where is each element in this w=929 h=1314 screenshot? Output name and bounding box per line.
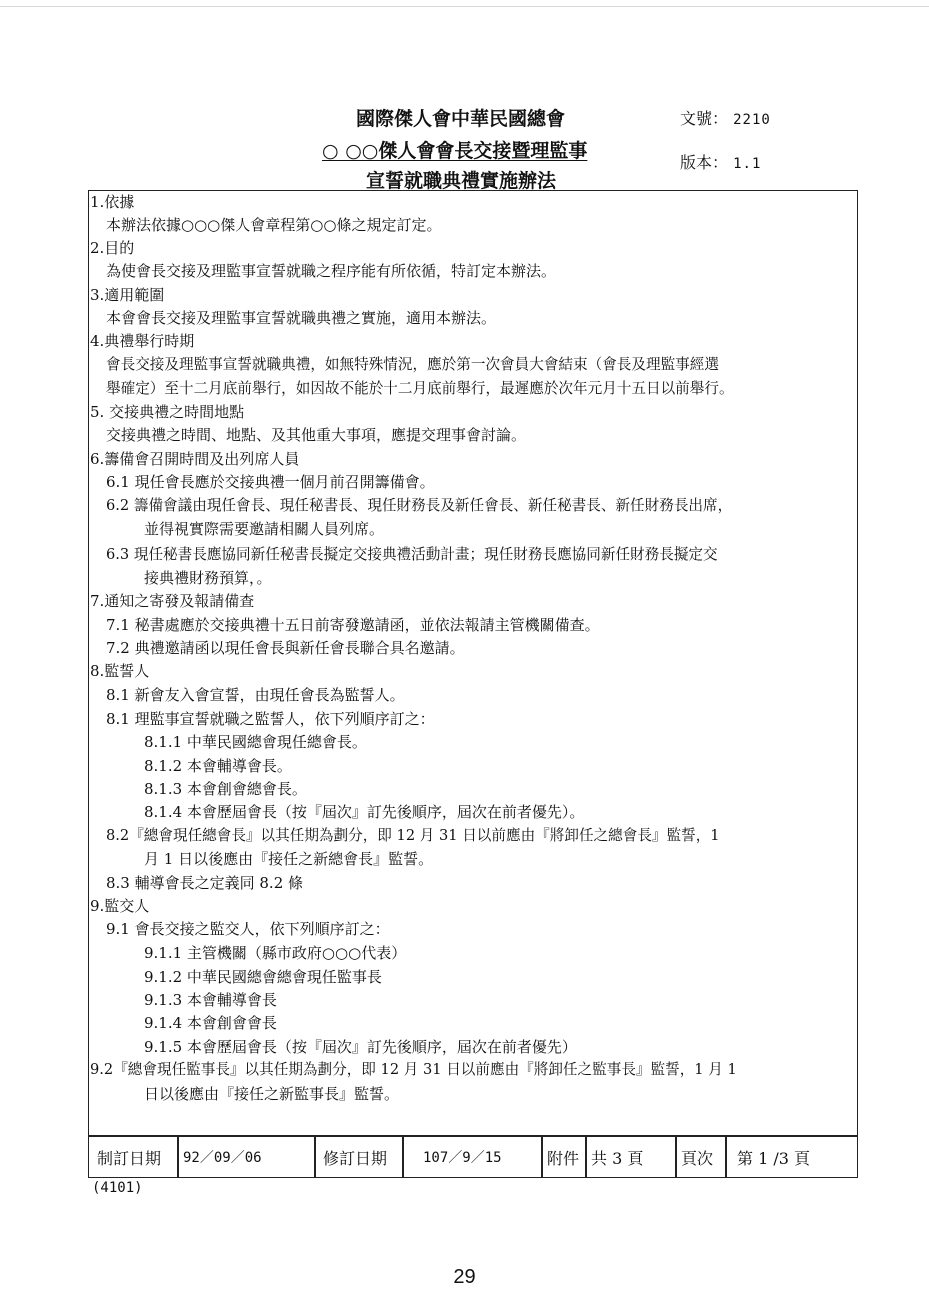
revised-date-value: 107／9／15 <box>423 1150 502 1166</box>
version-label: 版本： <box>680 153 729 172</box>
doc-number-value: 2210 <box>733 112 771 128</box>
sub-list-item: 9.1.4 本會創會會長 <box>144 1014 277 1032</box>
sub-list-item: 9.1.2 中華民國總會總會現任監事長 <box>144 968 382 986</box>
doc-title-line1: ○ ○○傑人會會長交接暨理監事 <box>322 140 588 162</box>
doc-number-label: 文號： <box>680 109 729 128</box>
sub-list-item: 8.1.1 中華民國總會現任總會長。 <box>144 733 367 751</box>
table-divider <box>541 1137 543 1177</box>
revision-table <box>88 1136 858 1178</box>
list-item: 9.2『總會現任監事長』以其任期為劃分，即 12 月 31 日以前應由『將卸任之監事長』監誓，1 月 1 <box>90 1061 737 1078</box>
list-item-continued: 月 1 日以後應由『接任之新總會長』監誓。 <box>144 850 434 868</box>
section-heading: 3.適用範圍 <box>90 286 165 304</box>
paragraph-line: 舉確定）至十二月底前舉行，如因故不能於十二月底前舉行，最遲應於次年元月十五日以前舉行。 <box>106 380 734 397</box>
table-divider <box>725 1137 727 1177</box>
form-code: (4101) <box>92 1180 143 1196</box>
revised-date-label: 修訂日期 <box>323 1148 388 1168</box>
sub-list-item: 9.1.5 本會歷屆會長（按『屆次』訂先後順序，屆次在前者優先） <box>144 1038 577 1056</box>
org-title: 國際傑人會中華民國總會 <box>356 108 566 130</box>
sub-list-item: 8.1.3 本會創會總會長。 <box>144 780 307 798</box>
sub-list-item: 8.1.2 本會輔導會長。 <box>144 757 292 775</box>
created-date-label: 制訂日期 <box>97 1148 162 1168</box>
list-item: 6.1 現任會長應於交接典禮一個月前召開籌備會。 <box>106 473 435 491</box>
list-item: 9.1 會長交接之監交人，依下列順序訂之： <box>106 920 390 938</box>
list-item-continued: 接典禮財務預算，。 <box>144 569 272 587</box>
version <box>680 150 761 173</box>
section-heading: 5. 交接典禮之時間地點 <box>90 403 245 421</box>
section-heading: 8.監誓人 <box>90 662 150 680</box>
list-item: 6.3 現任秘書長應協同新任秘書長擬定交接典禮活動計畫；現任財務長應協同新任財務長擬定交 <box>106 546 718 563</box>
list-item: 7.2 典禮邀請函以現任會長與新任會長聯合具名邀請。 <box>106 639 465 657</box>
created-date-value: 92／09／06 <box>183 1150 262 1166</box>
list-item-continued: 並得視實際需要邀請相關人員列席。 <box>144 520 385 538</box>
section-heading: 7.通知之寄發及報請備查 <box>90 592 255 610</box>
attachment-value: 共 3 頁 <box>591 1148 644 1168</box>
list-item: 8.1 理監事宣誓就職之監誓人，依下列順序訂之： <box>106 710 435 728</box>
paragraph-line: 本辦法依據○○○傑人會章程第○○條之規定訂定。 <box>106 216 442 234</box>
page-value: 第 1 /3 頁 <box>737 1148 811 1168</box>
sub-list-item: 8.1.4 本會歷屆會長（按『屆次』訂先後順序，屆次在前者優先）。 <box>144 803 585 821</box>
doc-title-line2: 宣誓就職典禮實施辦法 <box>366 170 557 192</box>
list-item: 8.2『總會現任總會長』以其任期為劃分，即 12 月 31 日以前應由『將卸任之總會長』監誓，1 <box>106 827 720 844</box>
list-item: 8.3 輔導會長之定義同 8.2 條 <box>106 874 304 892</box>
version-value: 1.1 <box>733 156 762 172</box>
list-item-continued: 日以後應由『接任之新監事長』監誓。 <box>144 1085 400 1103</box>
section-heading: 2.目的 <box>90 239 135 257</box>
table-divider <box>314 1137 316 1177</box>
table-divider <box>675 1137 677 1177</box>
sub-list-item: 9.1.1 主管機關（縣市政府○○○代表） <box>144 944 407 962</box>
section-heading: 1.依據 <box>90 193 135 211</box>
attachment-label: 附件 <box>547 1148 580 1168</box>
list-item: 6.2 籌備會議由現任會長、現任秘書長、現任財務長及新任會長、新任秘書長、新任財務長出席， <box>106 497 733 514</box>
section-heading: 4.典禮舉行時期 <box>90 332 195 350</box>
table-divider <box>177 1137 179 1177</box>
paragraph-line: 交接典禮之時間、地點、及其他重大事項，應提交理事會討論。 <box>106 426 527 444</box>
list-item: 7.1 秘書處應於交接典禮十五日前寄發邀請函，並依法報請主管機關備查。 <box>106 616 600 634</box>
paragraph-line: 為使會長交接及理監事宣誓就職之程序能有所依循，特訂定本辦法。 <box>106 262 557 280</box>
page-label: 頁次 <box>681 1148 714 1168</box>
table-divider <box>585 1137 587 1177</box>
list-item: 8.1 新會友入會宣誓，由現任會長為監誓人。 <box>106 686 405 704</box>
sub-list-item: 9.1.3 本會輔導會長 <box>144 991 277 1009</box>
section-heading: 6.籌備會召開時間及出列席人員 <box>90 450 300 468</box>
section-heading: 9.監交人 <box>90 897 150 915</box>
paragraph-line: 本會會長交接及理監事宣誓就職典禮之實施，適用本辦法。 <box>106 309 497 327</box>
doc-number <box>680 106 771 129</box>
top-rule <box>0 6 929 7</box>
paragraph-line: 會長交接及理監事宣誓就職典禮，如無特殊情況，應於第一次會員大會結束（會長及理監事經選 <box>106 356 719 373</box>
page-number: 29 <box>453 1266 476 1288</box>
table-divider <box>402 1137 404 1177</box>
